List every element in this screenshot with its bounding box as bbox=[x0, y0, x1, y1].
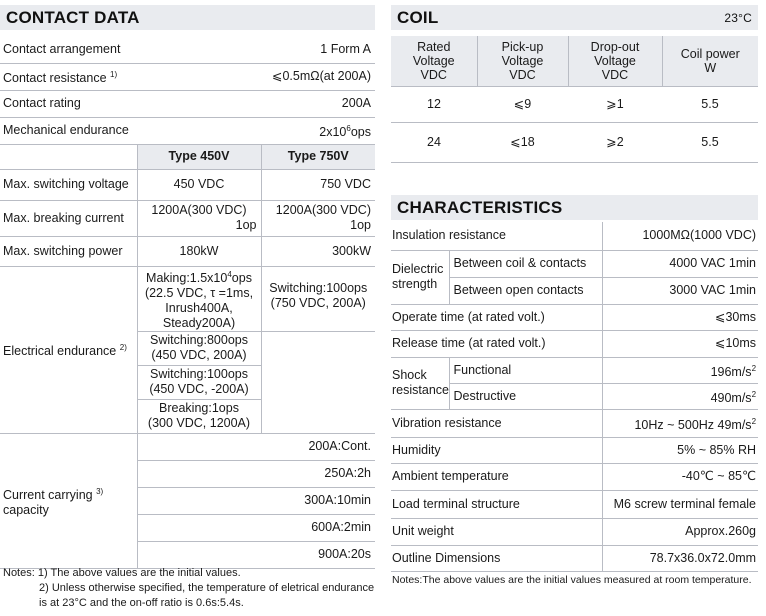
type-450v-header: Type 450V bbox=[137, 144, 261, 169]
dielectric-coil-contacts-label: Between coil & contacts bbox=[449, 250, 602, 277]
carrying-value: 600A:2min bbox=[137, 514, 375, 541]
row-vibration bbox=[391, 409, 758, 437]
dielectric-coil-contacts-value: 4000 VAC 1min bbox=[602, 250, 758, 277]
footnote-2: 2) bbox=[119, 343, 127, 352]
unit-weight-label: Unit weight bbox=[391, 518, 602, 545]
row-electrical-endurance bbox=[0, 266, 375, 331]
max-breaking-current-750: 1200A(300 VDC) 1op bbox=[261, 200, 375, 236]
vibration-resistance-value: 10Hz ~ 500Hz $49m/s^2$ bbox=[602, 409, 758, 437]
contact-notes: Notes: 1) The above values are the initial values. 2) Unless otherwise specified, the temperature of eletrical endurance is at 23°C and the on-off ratio is 0.6s:5.4s. bbox=[3, 567, 375, 609]
load-terminal-value: M6 screw terminal female bbox=[602, 490, 758, 518]
insulation-resistance-value: 1000MΩ(1000 VDC) bbox=[602, 222, 758, 250]
humidity-label: Humidity bbox=[391, 437, 602, 463]
row-dielectric-1 bbox=[391, 250, 758, 277]
coil-title: COIL 23°C bbox=[391, 5, 758, 30]
row-insulation-resistance bbox=[391, 222, 758, 250]
contact-resistance-label: Contact resistance bbox=[3, 71, 107, 85]
outline-dimensions-label: Outline Dimensions bbox=[391, 545, 602, 571]
coil-table bbox=[391, 36, 758, 163]
breaking-endurance: Breaking:1ops (300 VDC, 1200A) bbox=[137, 399, 261, 433]
electrical-endurance-label: Electrical endurance bbox=[3, 344, 117, 358]
operate-time-label: Operate time (at rated volt.) bbox=[391, 304, 602, 330]
ambient-temperature-value: -40℃ ~ 85℃ bbox=[602, 463, 758, 490]
max-switching-power-450: 180kW bbox=[137, 236, 261, 266]
max-switching-power-label: Max. switching power bbox=[0, 236, 137, 266]
row-load-terminal bbox=[391, 490, 758, 518]
type-header-row bbox=[0, 144, 375, 169]
contact-resistance-value: ⩽0.5mΩ(at 200A) bbox=[137, 63, 375, 90]
contact-arrangement-label: Contact arrangement bbox=[0, 36, 137, 63]
shock-resistance-label: Shock resistance bbox=[391, 357, 449, 409]
carrying-value: 900A:20s bbox=[137, 541, 375, 568]
contact-data-title: CONTACT DATA bbox=[0, 5, 375, 30]
switching-750-endurance: Switching:100ops (750 VDC, 200A) bbox=[261, 266, 375, 331]
switching-800-endurance: Switching:800ops (450 VDC, 200A) bbox=[137, 331, 261, 365]
row-shock-1 bbox=[391, 357, 758, 383]
humidity-value: 5% ~ 85% RH bbox=[602, 437, 758, 463]
row-humidity bbox=[391, 437, 758, 463]
row-outline bbox=[391, 545, 758, 571]
load-terminal-label: Load terminal structure bbox=[391, 490, 602, 518]
row-mechanical-endurance bbox=[0, 117, 375, 144]
shock-destructive-value: $490m/s^2$ bbox=[602, 383, 758, 409]
mechanical-endurance-label: Mechanical endurance bbox=[0, 117, 137, 144]
max-switching-power-750: 300kW bbox=[261, 236, 375, 266]
max-switching-voltage-450: 450 VDC bbox=[137, 169, 261, 200]
type-750v-header: Type 750V bbox=[261, 144, 375, 169]
max-switching-voltage-label: Max. switching voltage bbox=[0, 169, 137, 200]
row-release-time bbox=[391, 330, 758, 357]
max-breaking-current-label: Max. breaking current bbox=[0, 200, 137, 236]
release-time-value: ⩽10ms bbox=[602, 330, 758, 357]
shock-functional-label: Functional bbox=[449, 357, 602, 383]
contact-arrangement-value: 1 Form A bbox=[137, 36, 375, 63]
dielectric-strength-label: Dielectric strength bbox=[391, 250, 449, 304]
coil-row: 12 ⩽9 ⩾1 5.5 bbox=[391, 86, 758, 122]
carrying-value: 200A:Cont. bbox=[137, 433, 375, 460]
ambient-temperature-label: Ambient temperature bbox=[391, 463, 602, 490]
coil-header-row bbox=[391, 36, 758, 86]
dielectric-open-contacts-label: Between open contacts bbox=[449, 277, 602, 304]
carrying-value: 300A:10min bbox=[137, 487, 375, 514]
row-current-carrying: Current carrying $^{3)}$ capacity 200A:Cont. bbox=[0, 433, 375, 460]
max-breaking-current-450: 1200A(300 VDC) 1op bbox=[137, 200, 261, 236]
row-unit-weight bbox=[391, 518, 758, 545]
unit-weight-value: Approx.260g bbox=[602, 518, 758, 545]
row-contact-arrangement bbox=[0, 36, 375, 63]
contact-rating-label: Contact rating bbox=[0, 90, 137, 117]
characteristics-notes: Notes:The above values are the initial values measured at room temperature. bbox=[392, 574, 752, 586]
footnote-3: 3) bbox=[96, 486, 104, 496]
dielectric-open-contacts-value: 3000 VAC 1min bbox=[602, 277, 758, 304]
row-contact-rating bbox=[0, 90, 375, 117]
coil-temperature: 23°C bbox=[724, 10, 752, 25]
outline-dimensions-value: 78.7x36.0x72.0mm bbox=[602, 545, 758, 571]
footnote-1: 1) bbox=[110, 70, 118, 79]
characteristics-title: CHARACTERISTICS bbox=[391, 195, 758, 220]
row-max-switching-power bbox=[0, 236, 375, 266]
max-switching-voltage-750: 750 VDC bbox=[261, 169, 375, 200]
current-carrying-label: Current carrying bbox=[3, 487, 93, 502]
shock-functional-value: $196m/s^2$ bbox=[602, 357, 758, 383]
coil-power-header: Coil power W bbox=[662, 36, 758, 86]
release-time-label: Release time (at rated volt.) bbox=[391, 330, 602, 357]
coil-row: 24 ⩽18 ⩾2 5.5 bbox=[391, 122, 758, 162]
vibration-resistance-label: Vibration resistance bbox=[391, 409, 602, 437]
row-max-switching-voltage bbox=[0, 169, 375, 200]
switching-100-endurance: Switching:100ops (450 VDC, -200A) bbox=[137, 365, 261, 399]
mechanical-endurance-value: $2x10^6ops$ bbox=[137, 117, 375, 144]
contact-rating-value: 200A bbox=[137, 90, 375, 117]
row-contact-resistance bbox=[0, 63, 375, 90]
insulation-resistance-label: Insulation resistance bbox=[391, 222, 602, 250]
making-endurance: $Making:1.5x10^4ops$ (22.5 VDC, τ =1ms, Inrush400A, Steady200A) bbox=[137, 266, 261, 331]
row-operate-time bbox=[391, 304, 758, 330]
shock-destructive-label: Destructive bbox=[449, 383, 602, 409]
pickup-voltage-header: Pick-up Voltage VDC bbox=[477, 36, 568, 86]
dropout-voltage-header: Drop-out Voltage VDC bbox=[568, 36, 662, 86]
row-ambient bbox=[391, 463, 758, 490]
carrying-value: 250A:2h bbox=[137, 460, 375, 487]
row-max-breaking-current bbox=[0, 200, 375, 236]
operate-time-value: ⩽30ms bbox=[602, 304, 758, 330]
rated-voltage-header: Rated Voltage VDC bbox=[391, 36, 477, 86]
characteristics-table bbox=[391, 222, 758, 572]
contact-data-table bbox=[0, 36, 375, 569]
